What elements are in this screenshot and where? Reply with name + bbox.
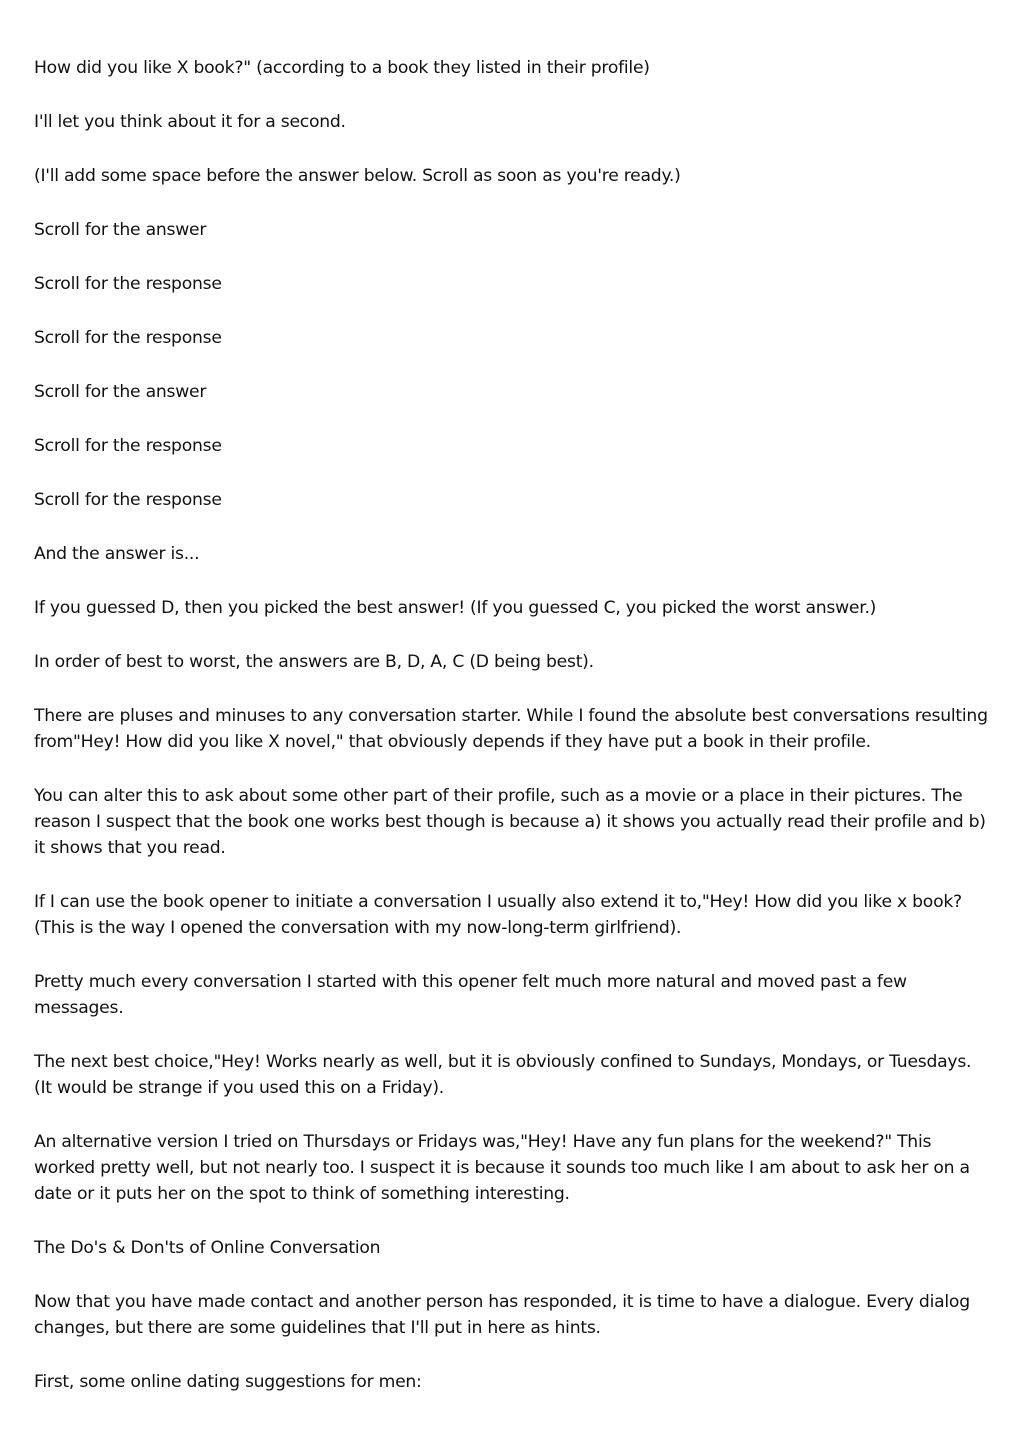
paragraph-made-contact: Now that you have made contact and another person has responded, it is time to have a dialogue. Every dialog changes, but there are some guidelines that I'll put in here as hints. <box>34 1292 970 1338</box>
paragraph-scroll-answer: Scroll for the answer <box>34 382 207 402</box>
paragraph-every-conversation: Pretty much every conversation I started with this opener felt much more natural and moved past a few messages. <box>34 972 907 1018</box>
paragraph-scroll-answer: Scroll for the answer <box>34 220 207 240</box>
paragraph-scroll-response: Scroll for the response <box>34 490 222 510</box>
section-heading-dos-donts: The Do's & Don'ts of Online Conversation <box>34 1238 381 1258</box>
paragraph-alternative-version: An alternative version I tried on Thursdays or Fridays was,"Hey! Have any fun plans for the weekend?" This worked pretty well, but not nearly too. I suspect it is because it sounds too much like I am about to ask her on a date or it puts her on the spot to think of something interesting. <box>34 1132 970 1204</box>
paragraph-next-best: The next best choice,"Hey! Works nearly as well, but it is obviously confined to Sundays, Mondays, or Tuesdays. (It would be strange if you used this on a Friday). <box>34 1052 972 1098</box>
paragraph-answer-intro: And the answer is... <box>34 544 200 564</box>
paragraph-pluses-minuses: There are pluses and minuses to any conversation starter. While I found the absolute best conversations resulting from"Hey! How did you like X novel," that obviously depends if they have put a book in their profile. <box>34 706 988 752</box>
document-body <box>34 55 992 1423</box>
paragraph-think-second: I'll let you think about it for a second. <box>34 112 346 132</box>
paragraph-guessed-d: If you guessed D, then you picked the best answer! (If you guessed C, you picked the worst answer.) <box>34 598 877 618</box>
paragraph-scroll-response: Scroll for the response <box>34 328 222 348</box>
paragraph-suggestions-men: First, some online dating suggestions for men: <box>34 1372 422 1392</box>
paragraph-book-question: How did you like X book?" (according to a book they listed in their profile) <box>34 58 650 78</box>
paragraph-order-best-worst: In order of best to worst, the answers are B, D, A, C (D being best). <box>34 652 594 672</box>
paragraph-scroll-response: Scroll for the response <box>34 436 222 456</box>
paragraph-scroll-response: Scroll for the response <box>34 274 222 294</box>
paragraph-alter-profile: You can alter this to ask about some other part of their profile, such as a movie or a place in their pictures. The reason I suspect that the book one works best though is because a) it shows you actually read their profile and b) it shows that you read. <box>34 786 986 858</box>
paragraph-book-opener: If I can use the book opener to initiate a conversation I usually also extend it to,"Hey! How did you like x book? (This is the way I opened the conversation with my now-long-term girlfriend). <box>34 892 962 938</box>
paragraph-add-space: (I'll add some space before the answer below. Scroll as soon as you're ready.) <box>34 166 681 186</box>
